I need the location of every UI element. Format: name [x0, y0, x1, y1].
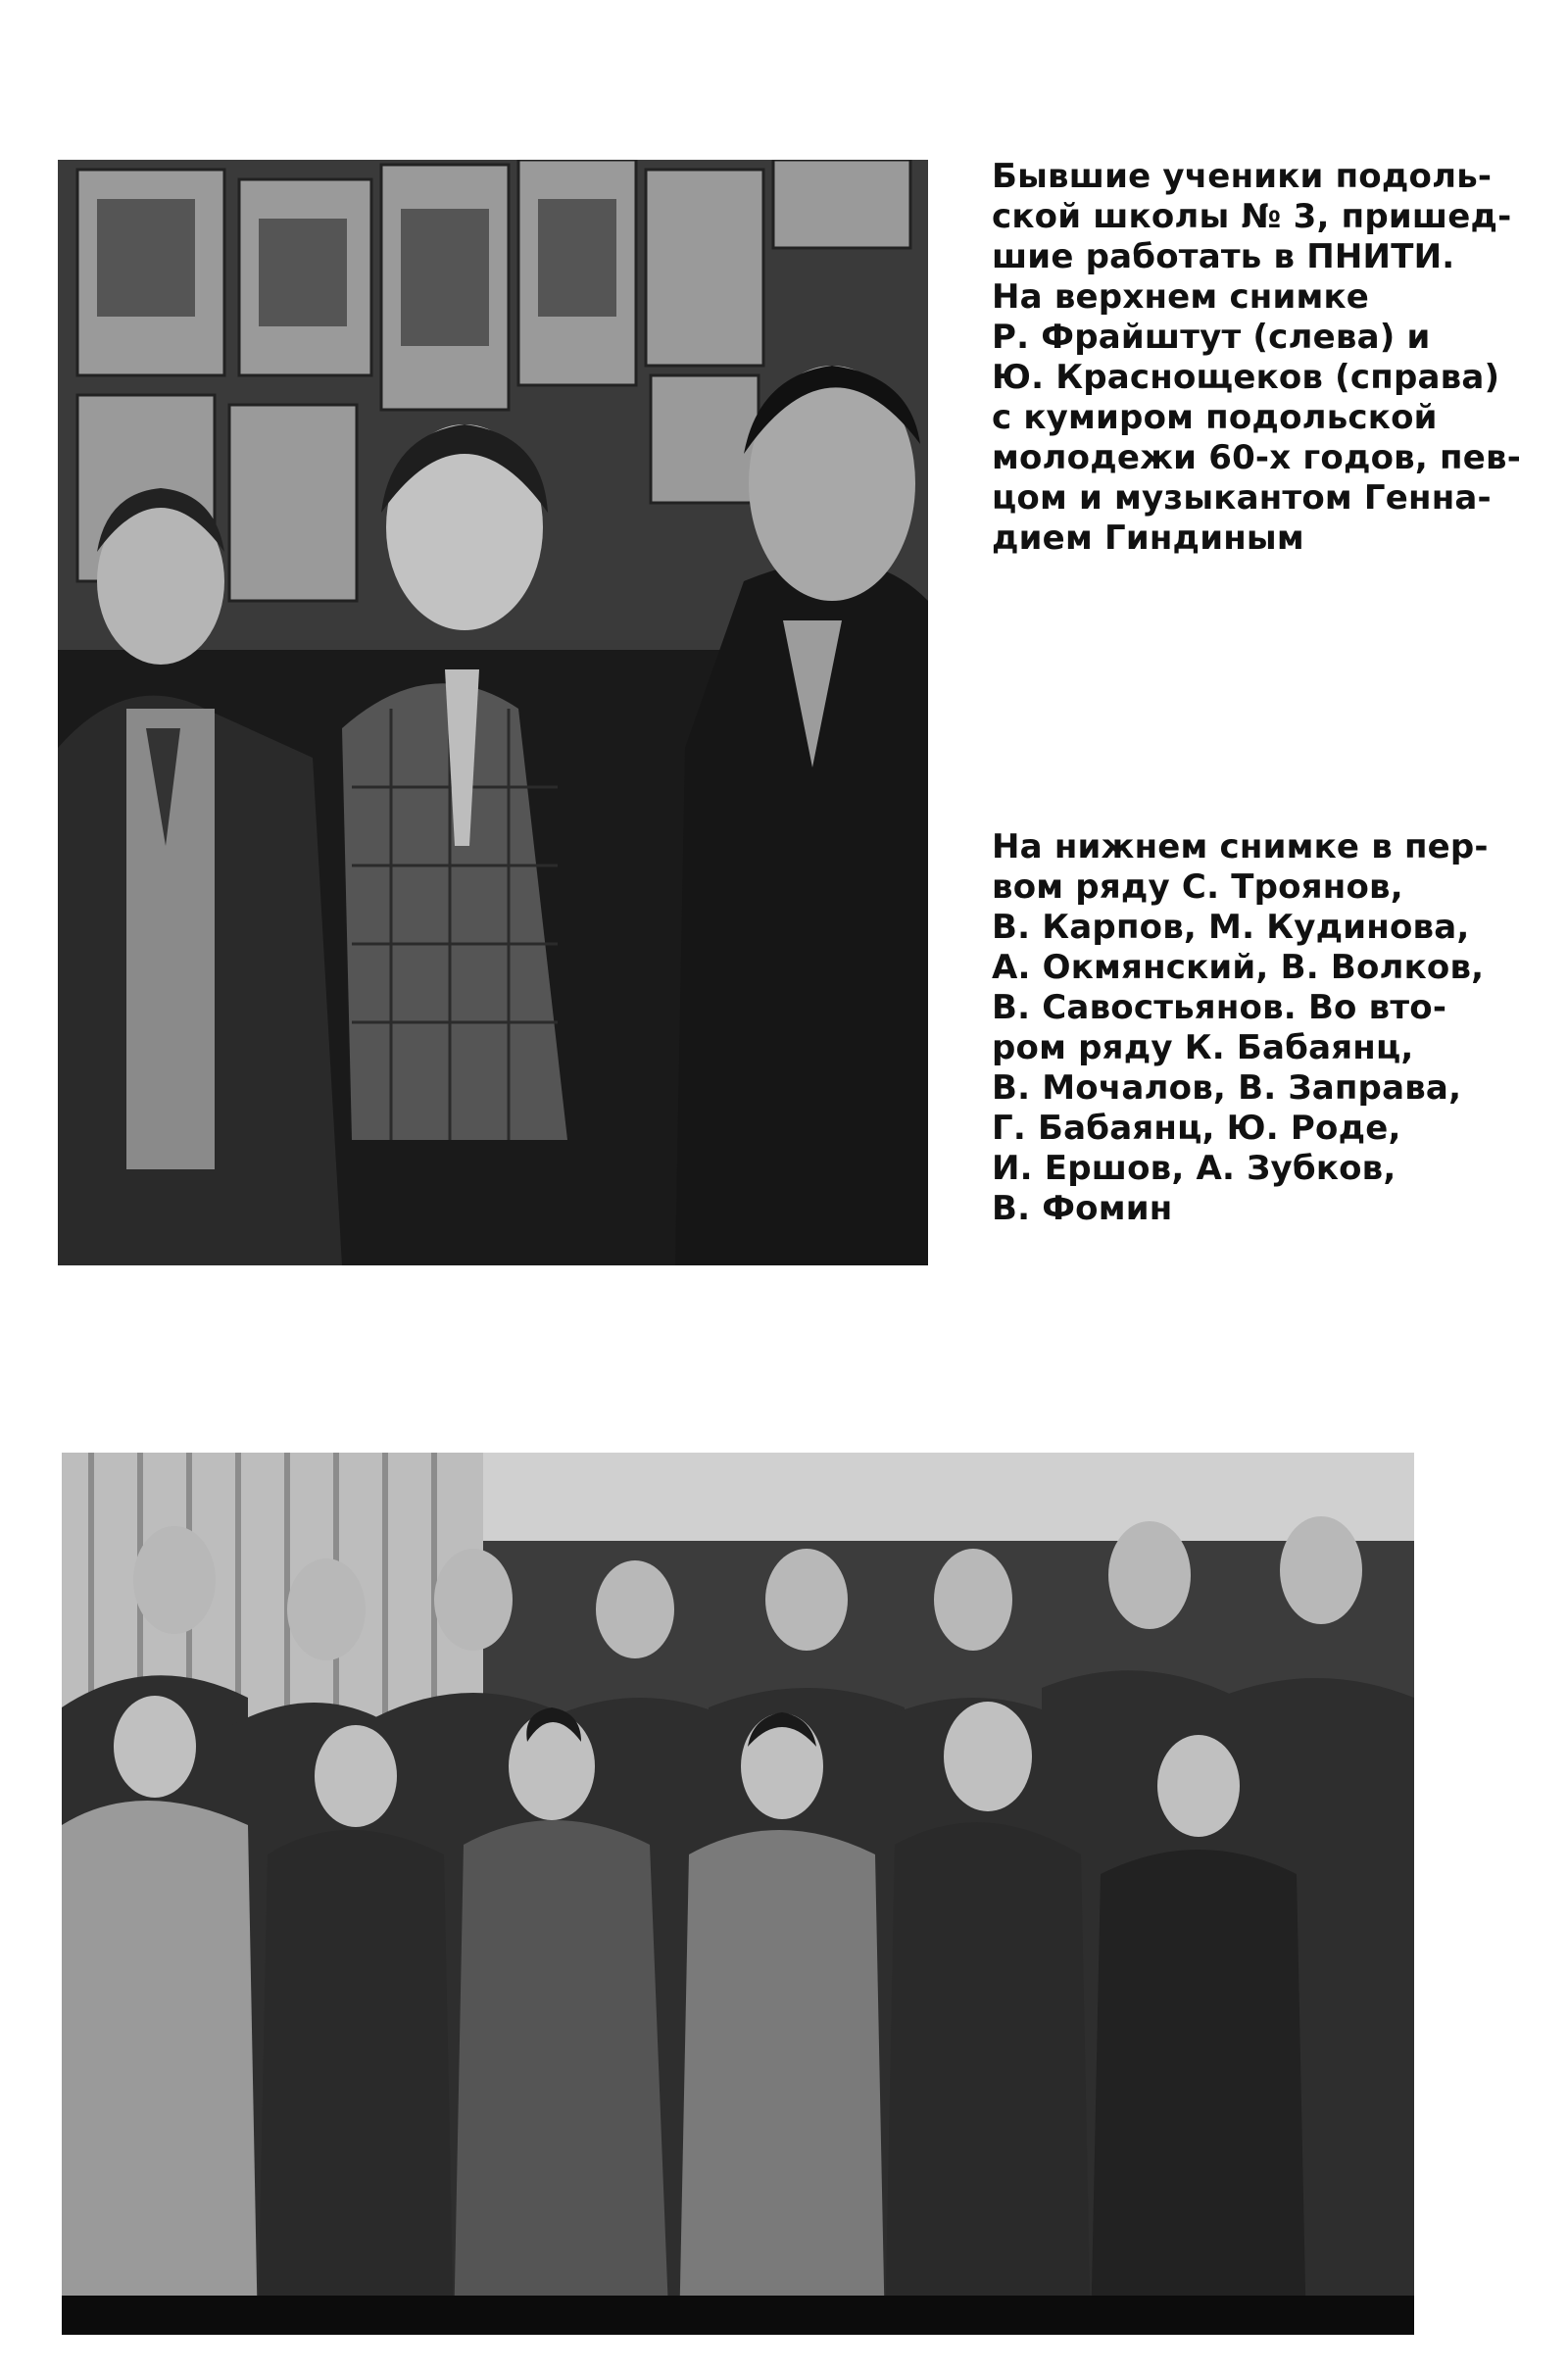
caption-line: В. Савостьянов. Во вто-	[992, 988, 1447, 1027]
caption-line: В. Мочалов, В. Заправа,	[992, 1068, 1462, 1108]
caption-line: вом ряду С. Троянов,	[992, 867, 1403, 907]
caption-line: Бывшие ученики подоль-	[992, 157, 1493, 196]
caption-line: молодежи 60-х годов, пев-	[992, 438, 1522, 477]
caption-line: ской школы № 3, пришед-	[992, 197, 1512, 236]
caption-line: дием Гиндиным	[992, 519, 1304, 558]
caption-line: ром ряду К. Бабаянц,	[992, 1028, 1414, 1067]
caption-line: На нижнем снимке в пер-	[992, 827, 1489, 866]
caption-line: Р. Фрайштут (слева) и	[992, 318, 1431, 357]
top-photo-caption	[992, 157, 1534, 559]
caption-line: цом и музыкантом Генна-	[992, 478, 1492, 518]
bottom-photo-caption	[992, 827, 1534, 1229]
caption-line: с кумиром подольской	[992, 398, 1438, 437]
top-photo	[58, 160, 928, 1265]
caption-line: Г. Бабаянц, Ю. Роде,	[992, 1109, 1401, 1148]
caption-line: шие работать в ПНИТИ.	[992, 237, 1455, 276]
bottom-group-photo	[62, 1453, 1414, 2335]
caption-line: Ю. Краснощеков (справа)	[992, 358, 1500, 397]
caption-line: И. Ершов, А. Зубков,	[992, 1149, 1396, 1188]
caption-line: На верхнем снимке	[992, 277, 1370, 317]
caption-line: А. Окмянский, В. Волков,	[992, 948, 1485, 987]
caption-line: В. Карпов, М. Кудинова,	[992, 908, 1470, 947]
caption-line: В. Фомин	[992, 1189, 1173, 1228]
